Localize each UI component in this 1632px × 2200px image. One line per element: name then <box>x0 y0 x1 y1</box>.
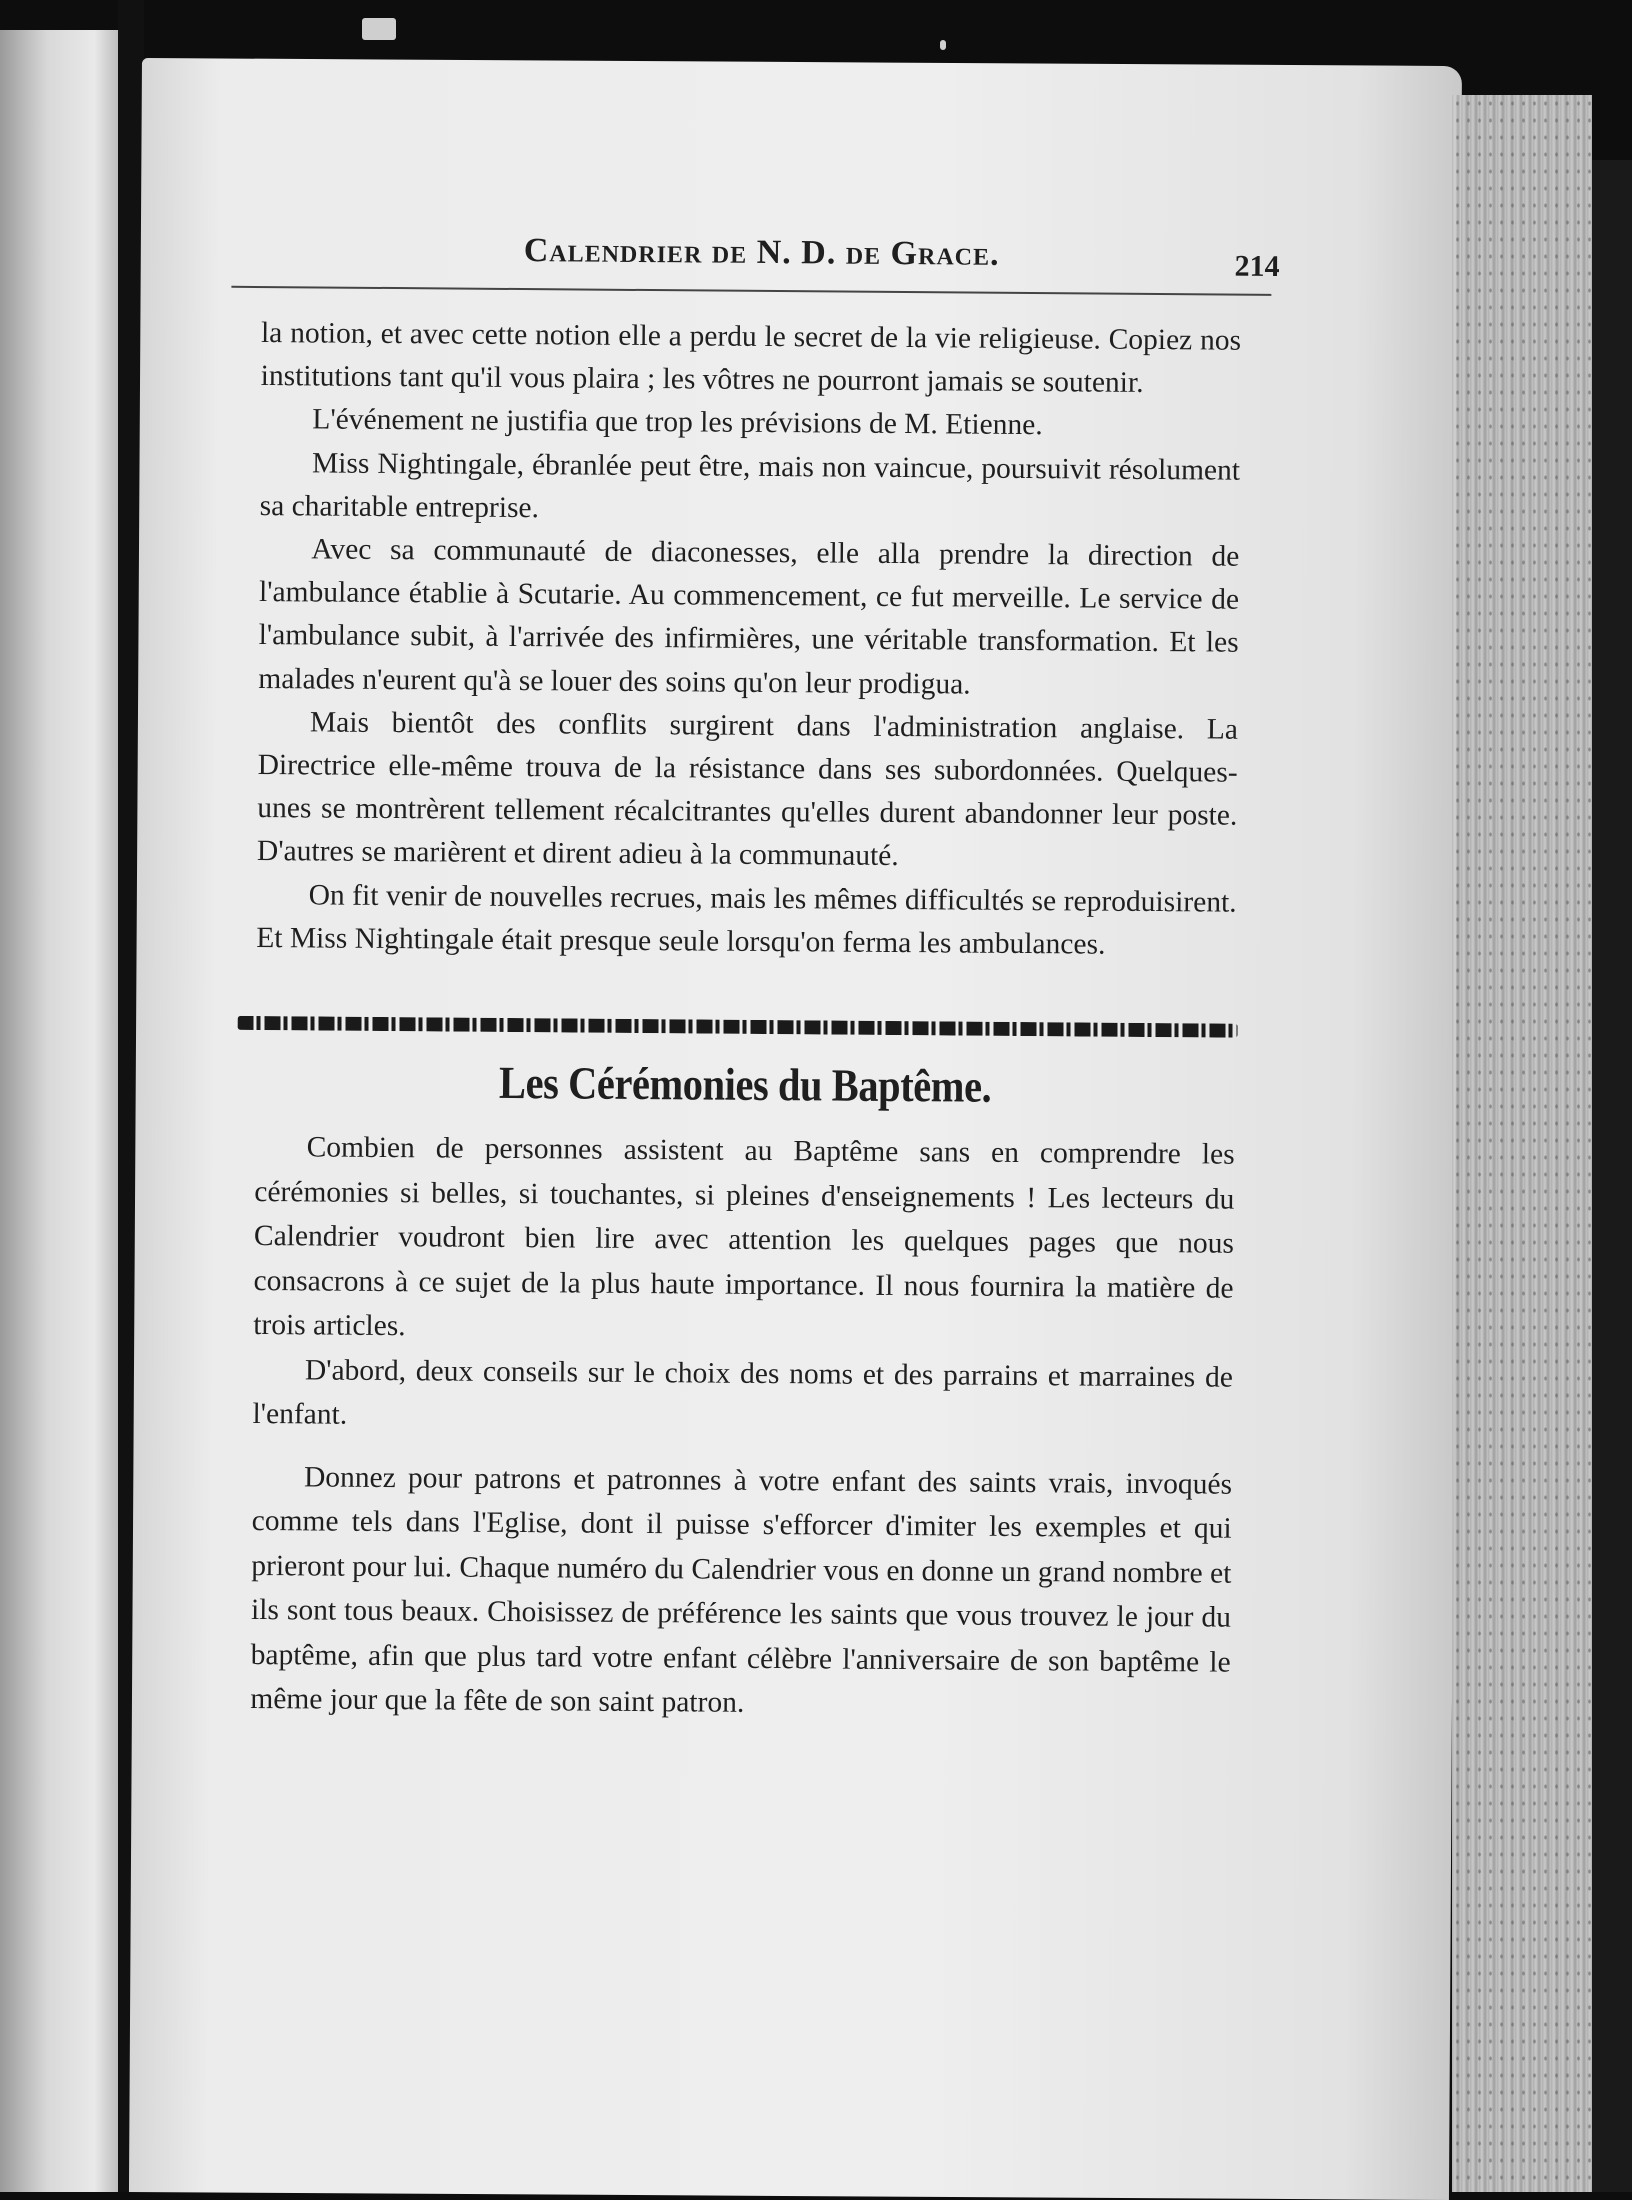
dust-speck <box>362 18 396 40</box>
running-title: Calendrier de N. D. de Grace. <box>523 232 1000 273</box>
page-content <box>250 212 1280 1729</box>
page-stack-texture <box>1452 95 1592 2192</box>
dust-speck <box>940 40 946 50</box>
page-number: 214 <box>1234 249 1280 283</box>
background-right <box>1592 160 1632 2192</box>
decorative-divider <box>238 1016 1238 1038</box>
left-page-edge <box>0 30 118 2192</box>
section-title: Les Cérémonies du Baptême. <box>498 1056 992 1112</box>
paragraph: Miss Nightingale, ébranlée peut être, mais non vaincue, poursuivit résolument sa charitable entreprise. <box>259 447 1241 524</box>
paragraph: Avec sa communauté de diaconesses, elle alla prendre la direction de l'ambulance établie à Scutarie. Au commencement, ce fut merveille. Le service de l'ambulance subit, à l'arrivée des infirmières, une véritable transformation. Et les malades n'eurent qu'à se louer des soins qu'on leur prodigua. <box>258 533 1240 701</box>
paragraph: Mais bientôt des conflits surgirent dans l'administration anglaise. La Directrice elle-même trouva de la résistance dans ses subordonnées. Quelques-unes se montrèrent tellement récalcitrantes qu'elles durent abandonner leur poste. D'autres se marièrent et dirent adieu à la communauté. <box>256 706 1239 873</box>
header-rule <box>231 286 1271 296</box>
article-continuation <box>256 312 1241 968</box>
section-body <box>250 1125 1235 1729</box>
paragraph: D'abord, deux conseils sur le choix des noms et des parrains et marraines de l'enfant. <box>252 1353 1234 1431</box>
paragraph: Combien de personnes assistent au Baptême sans en comprendre les cérémonies si belles, si touchantes, si pleines d'enseignements ! Les lecteurs du Calendrier voudront bien lire avec attention les quelques pages que nous consacrons à ce sujet de la plus haute importance. Il nous fournira la matière de trois articles. <box>253 1131 1235 1343</box>
paragraph: la notion, et avec cette notion elle a perdu le secret de la vie religieuse. Copiez nos institutions tant qu'il vous plaira ; les vôtres ne pourront jamais se soutenir. <box>260 316 1242 400</box>
paragraph: Donnez pour patrons et patronnes à votre enfant des saints vrais, invoqués comme tels dans l'Eglise, dont il puisse s'efforcer d'imiter les exemples et qui prieront pour lui. Chaque numéro du Calendrier vous en donne un grand nombre et ils sont tous beaux. Choisissez de préférence les saints que vous trouvez le jour du baptême, afin que plus tard votre enfant célèbre l'anniversaire de son baptême le même jour que la fête de son saint patron. <box>250 1460 1233 1719</box>
running-head <box>262 212 1280 283</box>
paragraph: On fit venir de nouvelles recrues, mais les mêmes difficultés se reproduisirent. Et Miss Nightingale était presque seule lorsqu'on ferma les ambulances. <box>256 879 1237 961</box>
paragraph: L'événement ne justifia que trop les prévisions de M. Etienne. <box>312 403 1043 442</box>
